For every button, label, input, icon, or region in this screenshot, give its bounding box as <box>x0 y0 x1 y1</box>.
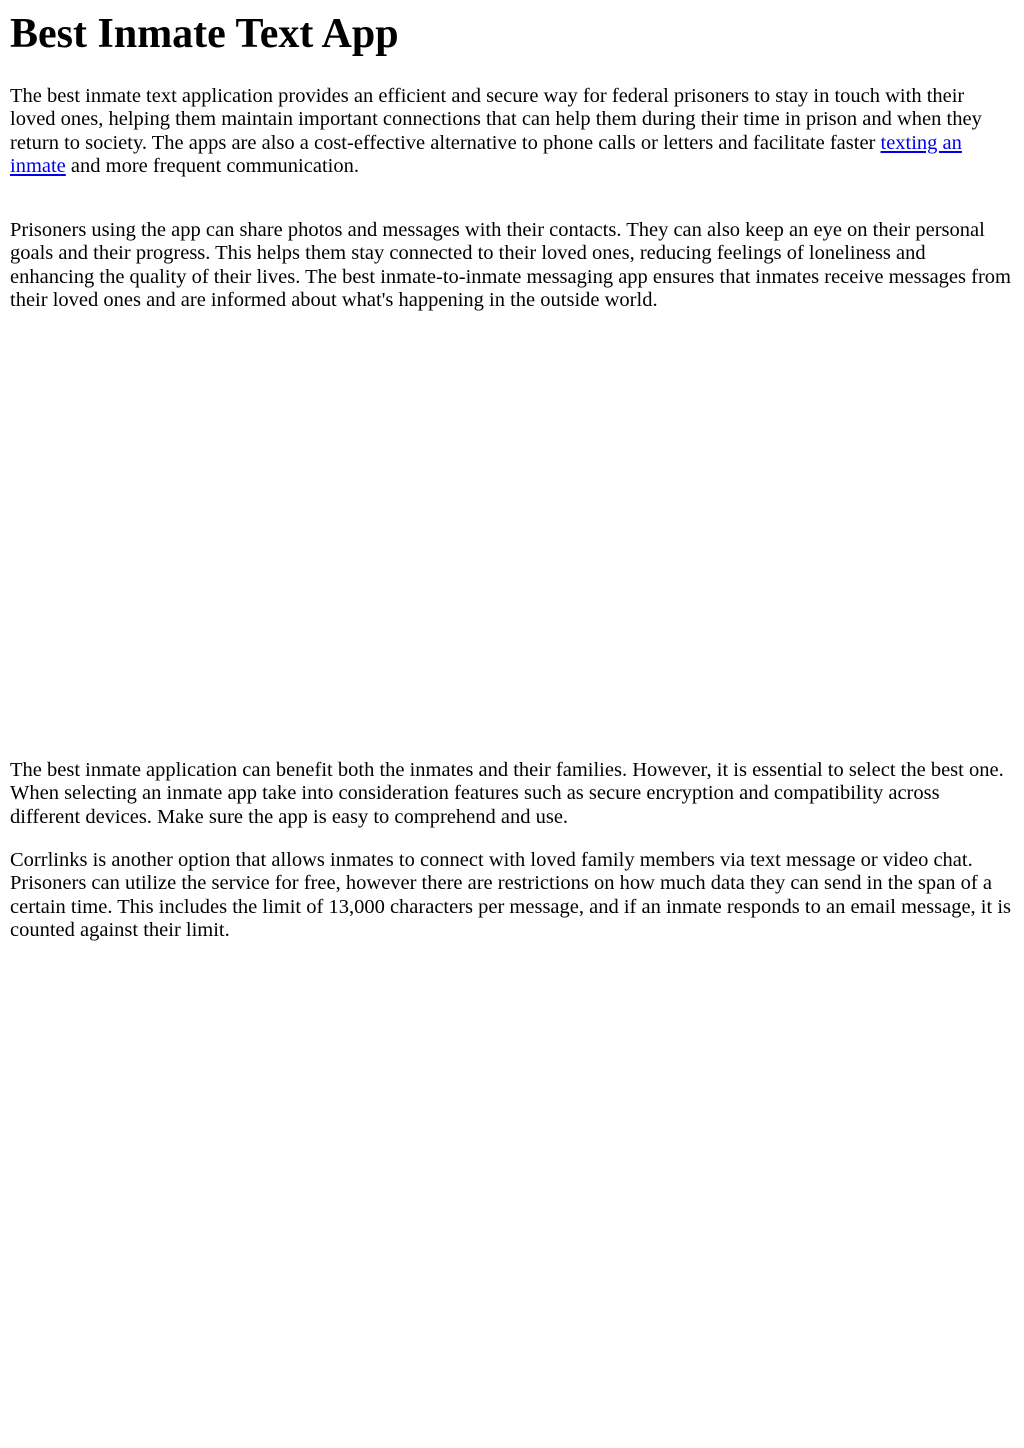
texting-an-inmate-link[interactable]: texting an inmate <box>10 131 962 177</box>
paragraph-benefits: The best inmate application can benefit both the inmates and their families. However, it is essential to select the best one. When selecting an inmate app take into consideration features such as secure encryption and compatibility across different devices. Make sure the app is easy to comprehend and use. <box>10 759 1004 828</box>
paragraph-prisoners: Prisoners using the app can share photos and messages with their contacts. They can also keep an eye on their personal goals and their progress. This helps them stay connected to their loved ones, reducing feelings of loneliness and enhancing the quality of their lives. The best inmate-to-inmate messaging app ensures that inmates receive messages from their loved ones and are informed about what's happening in the outside world. <box>10 219 1011 311</box>
article <box>10 0 1014 941</box>
paragraph-corrlinks: Corrlinks is another option that allows inmates to connect with loved family members via text message or video chat. Prisoners can utilize the service for free, however there are restrictions on how much data they can send in the span of a certain time. This includes the limit of 13,000 characters per message, and if an inmate responds to an email message, it is counted against their limit. <box>10 849 1011 941</box>
paragraph-intro-text-before: The best inmate text application provides an efficient and secure way for federal prisoners to stay in touch with their loved ones, helping them maintain important connections that can help them during their time in prison and when they return to society. The apps are also a cost-effective alternative to phone calls or letters and facilitate faster <box>10 85 982 154</box>
page-title: Best Inmate Text App <box>10 11 399 57</box>
paragraph-intro <box>10 85 1014 178</box>
paragraph-intro-text-after: and more frequent communication. <box>65 154 359 177</box>
